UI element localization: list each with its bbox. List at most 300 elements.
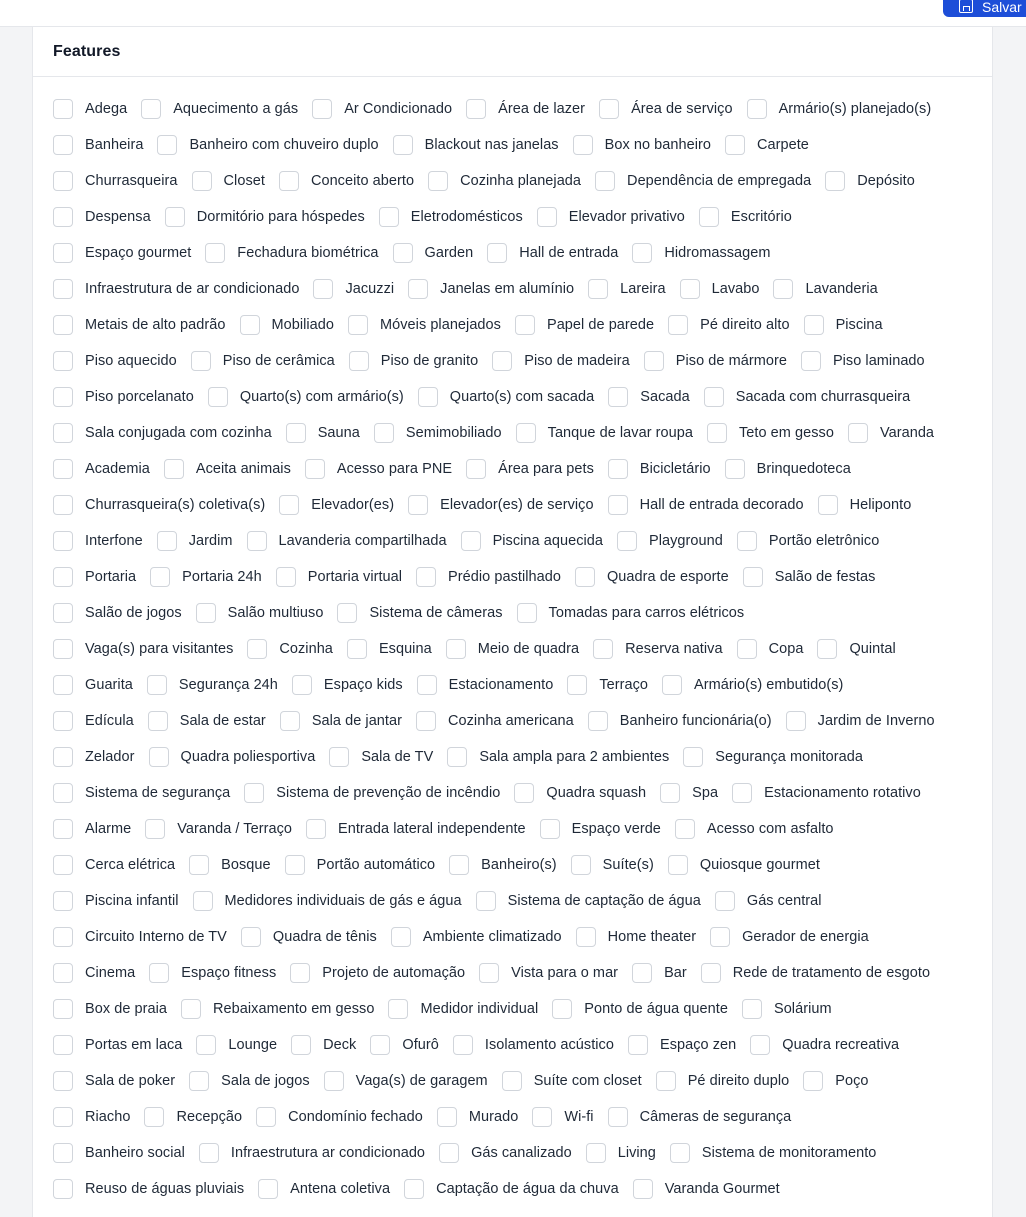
feature-option[interactable]	[408, 279, 574, 299]
feature-option[interactable]	[157, 135, 378, 155]
feature-checkbox[interactable]	[258, 1179, 278, 1199]
feature-option[interactable]	[53, 315, 226, 335]
feature-option[interactable]	[193, 891, 462, 911]
feature-option[interactable]	[337, 603, 502, 623]
feature-option[interactable]	[514, 783, 646, 803]
feature-option[interactable]	[329, 747, 433, 767]
feature-checkbox[interactable]	[632, 963, 652, 983]
feature-option[interactable]	[404, 1179, 619, 1199]
feature-option[interactable]	[280, 711, 402, 731]
feature-option[interactable]	[552, 999, 728, 1019]
feature-option[interactable]	[53, 351, 177, 371]
feature-checkbox[interactable]	[737, 639, 757, 659]
feature-option[interactable]	[632, 243, 770, 263]
feature-option[interactable]	[291, 1035, 356, 1055]
feature-option[interactable]	[148, 711, 266, 731]
feature-option[interactable]	[247, 639, 333, 659]
feature-checkbox[interactable]	[608, 459, 628, 479]
feature-option[interactable]	[416, 711, 574, 731]
feature-checkbox[interactable]	[437, 1107, 457, 1127]
feature-option[interactable]	[286, 423, 360, 443]
feature-option[interactable]	[416, 567, 561, 587]
feature-option[interactable]	[418, 387, 594, 407]
feature-checkbox[interactable]	[804, 315, 824, 335]
feature-option[interactable]	[53, 1143, 185, 1163]
feature-checkbox[interactable]	[53, 639, 73, 659]
feature-checkbox[interactable]	[53, 567, 73, 587]
feature-checkbox[interactable]	[347, 639, 367, 659]
feature-checkbox[interactable]	[416, 567, 436, 587]
feature-checkbox[interactable]	[196, 603, 216, 623]
feature-option[interactable]	[196, 603, 324, 623]
feature-option[interactable]	[147, 675, 278, 695]
feature-option[interactable]	[588, 279, 666, 299]
feature-checkbox[interactable]	[324, 1071, 344, 1091]
feature-checkbox[interactable]	[408, 495, 428, 515]
feature-checkbox[interactable]	[192, 171, 212, 191]
feature-option[interactable]	[285, 855, 436, 875]
feature-option[interactable]	[461, 531, 603, 551]
feature-checkbox[interactable]	[567, 675, 587, 695]
feature-checkbox[interactable]	[53, 423, 73, 443]
feature-checkbox[interactable]	[633, 1179, 653, 1199]
feature-option[interactable]	[801, 351, 925, 371]
feature-option[interactable]	[633, 1179, 780, 1199]
feature-checkbox[interactable]	[515, 315, 535, 335]
feature-checkbox[interactable]	[141, 99, 161, 119]
feature-option[interactable]	[825, 171, 915, 191]
feature-option[interactable]	[279, 495, 394, 515]
feature-checkbox[interactable]	[404, 1179, 424, 1199]
feature-checkbox[interactable]	[573, 135, 593, 155]
feature-checkbox[interactable]	[466, 459, 486, 479]
feature-checkbox[interactable]	[53, 603, 73, 623]
feature-checkbox[interactable]	[241, 927, 261, 947]
feature-checkbox[interactable]	[428, 171, 448, 191]
feature-checkbox[interactable]	[391, 927, 411, 947]
feature-checkbox[interactable]	[656, 1071, 676, 1091]
feature-option[interactable]	[53, 927, 227, 947]
feature-checkbox[interactable]	[817, 639, 837, 659]
feature-option[interactable]	[53, 603, 182, 623]
feature-checkbox[interactable]	[150, 567, 170, 587]
feature-option[interactable]	[617, 531, 723, 551]
feature-checkbox[interactable]	[476, 891, 496, 911]
feature-checkbox[interactable]	[53, 1179, 73, 1199]
feature-checkbox[interactable]	[732, 783, 752, 803]
feature-option[interactable]	[150, 567, 262, 587]
feature-checkbox[interactable]	[312, 99, 332, 119]
feature-checkbox[interactable]	[660, 783, 680, 803]
feature-checkbox[interactable]	[53, 531, 73, 551]
feature-checkbox[interactable]	[149, 963, 169, 983]
feature-option[interactable]	[595, 171, 811, 191]
feature-checkbox[interactable]	[393, 243, 413, 263]
feature-option[interactable]	[349, 351, 478, 371]
feature-option[interactable]	[393, 243, 474, 263]
feature-checkbox[interactable]	[247, 639, 267, 659]
feature-checkbox[interactable]	[388, 999, 408, 1019]
feature-checkbox[interactable]	[53, 1107, 73, 1127]
feature-checkbox[interactable]	[205, 243, 225, 263]
feature-option[interactable]	[374, 423, 502, 443]
feature-checkbox[interactable]	[305, 459, 325, 479]
feature-option[interactable]	[732, 783, 921, 803]
feature-option[interactable]	[447, 747, 669, 767]
feature-checkbox[interactable]	[279, 171, 299, 191]
feature-option[interactable]	[593, 639, 722, 659]
feature-option[interactable]	[576, 927, 696, 947]
feature-option[interactable]	[725, 459, 851, 479]
feature-checkbox[interactable]	[675, 819, 695, 839]
feature-checkbox[interactable]	[725, 135, 745, 155]
feature-checkbox[interactable]	[701, 963, 721, 983]
feature-checkbox[interactable]	[256, 1107, 276, 1127]
feature-option[interactable]	[313, 279, 394, 299]
feature-option[interactable]	[53, 1071, 175, 1091]
feature-option[interactable]	[608, 495, 804, 515]
feature-checkbox[interactable]	[750, 1035, 770, 1055]
feature-option[interactable]	[575, 567, 729, 587]
feature-option[interactable]	[240, 315, 335, 335]
feature-checkbox[interactable]	[803, 1071, 823, 1091]
feature-checkbox[interactable]	[53, 171, 73, 191]
feature-option[interactable]	[391, 927, 562, 947]
feature-checkbox[interactable]	[53, 855, 73, 875]
feature-option[interactable]	[53, 135, 143, 155]
feature-checkbox[interactable]	[517, 603, 537, 623]
feature-option[interactable]	[244, 783, 500, 803]
feature-option[interactable]	[502, 1071, 642, 1091]
feature-checkbox[interactable]	[707, 423, 727, 443]
feature-checkbox[interactable]	[449, 855, 469, 875]
feature-option[interactable]	[803, 1071, 868, 1091]
feature-option[interactable]	[608, 459, 711, 479]
feature-checkbox[interactable]	[662, 675, 682, 695]
feature-option[interactable]	[516, 423, 693, 443]
feature-option[interactable]	[675, 819, 834, 839]
feature-option[interactable]	[599, 99, 733, 119]
feature-checkbox[interactable]	[337, 603, 357, 623]
feature-option[interactable]	[408, 495, 593, 515]
feature-option[interactable]	[145, 819, 292, 839]
feature-option[interactable]	[149, 747, 316, 767]
feature-checkbox[interactable]	[576, 927, 596, 947]
feature-checkbox[interactable]	[628, 1035, 648, 1055]
feature-option[interactable]	[305, 459, 452, 479]
feature-checkbox[interactable]	[588, 279, 608, 299]
feature-option[interactable]	[53, 1179, 244, 1199]
feature-option[interactable]	[628, 1035, 736, 1055]
feature-option[interactable]	[53, 963, 135, 983]
feature-option[interactable]	[428, 171, 581, 191]
feature-option[interactable]	[715, 891, 822, 911]
feature-checkbox[interactable]	[196, 1035, 216, 1055]
feature-checkbox[interactable]	[743, 567, 763, 587]
feature-checkbox[interactable]	[514, 783, 534, 803]
feature-checkbox[interactable]	[680, 279, 700, 299]
feature-option[interactable]	[632, 963, 687, 983]
feature-option[interactable]	[247, 531, 447, 551]
feature-option[interactable]	[439, 1143, 572, 1163]
feature-checkbox[interactable]	[292, 675, 312, 695]
feature-option[interactable]	[290, 963, 465, 983]
feature-checkbox[interactable]	[157, 135, 177, 155]
feature-checkbox[interactable]	[418, 387, 438, 407]
feature-checkbox[interactable]	[165, 207, 185, 227]
feature-option[interactable]	[773, 279, 877, 299]
feature-checkbox[interactable]	[189, 1071, 209, 1091]
feature-checkbox[interactable]	[670, 1143, 690, 1163]
feature-option[interactable]	[747, 99, 932, 119]
feature-option[interactable]	[742, 999, 832, 1019]
feature-checkbox[interactable]	[704, 387, 724, 407]
feature-checkbox[interactable]	[439, 1143, 459, 1163]
feature-checkbox[interactable]	[725, 459, 745, 479]
feature-checkbox[interactable]	[502, 1071, 522, 1091]
feature-checkbox[interactable]	[683, 747, 703, 767]
feature-option[interactable]	[804, 315, 883, 335]
feature-option[interactable]	[515, 315, 654, 335]
feature-option[interactable]	[53, 819, 131, 839]
feature-checkbox[interactable]	[699, 207, 719, 227]
feature-option[interactable]	[466, 99, 585, 119]
feature-option[interactable]	[53, 531, 143, 551]
feature-option[interactable]	[466, 459, 594, 479]
feature-checkbox[interactable]	[348, 315, 368, 335]
feature-option[interactable]	[540, 819, 661, 839]
feature-checkbox[interactable]	[586, 1143, 606, 1163]
feature-option[interactable]	[608, 387, 689, 407]
feature-option[interactable]	[205, 243, 378, 263]
feature-option[interactable]	[348, 315, 501, 335]
feature-checkbox[interactable]	[453, 1035, 473, 1055]
feature-checkbox[interactable]	[416, 711, 436, 731]
feature-option[interactable]	[567, 675, 648, 695]
feature-checkbox[interactable]	[280, 711, 300, 731]
feature-checkbox[interactable]	[244, 783, 264, 803]
feature-option[interactable]	[279, 171, 414, 191]
feature-option[interactable]	[53, 99, 127, 119]
feature-option[interactable]	[258, 1179, 390, 1199]
feature-option[interactable]	[786, 711, 935, 731]
feature-checkbox[interactable]	[53, 891, 73, 911]
feature-option[interactable]	[191, 351, 335, 371]
feature-checkbox[interactable]	[447, 747, 467, 767]
feature-option[interactable]	[517, 603, 745, 623]
feature-checkbox[interactable]	[313, 279, 333, 299]
feature-option[interactable]	[750, 1035, 899, 1055]
feature-checkbox[interactable]	[668, 315, 688, 335]
feature-checkbox[interactable]	[446, 639, 466, 659]
feature-option[interactable]	[453, 1035, 614, 1055]
feature-checkbox[interactable]	[53, 747, 73, 767]
feature-option[interactable]	[699, 207, 792, 227]
feature-option[interactable]	[53, 423, 272, 443]
feature-option[interactable]	[53, 387, 194, 407]
feature-option[interactable]	[149, 963, 276, 983]
feature-checkbox[interactable]	[595, 171, 615, 191]
feature-checkbox[interactable]	[608, 495, 628, 515]
feature-option[interactable]	[53, 1035, 182, 1055]
feature-option[interactable]	[157, 531, 233, 551]
feature-option[interactable]	[588, 711, 772, 731]
feature-checkbox[interactable]	[599, 99, 619, 119]
feature-checkbox[interactable]	[306, 819, 326, 839]
feature-checkbox[interactable]	[461, 531, 481, 551]
feature-option[interactable]	[165, 207, 365, 227]
feature-checkbox[interactable]	[53, 351, 73, 371]
feature-option[interactable]	[53, 171, 178, 191]
feature-option[interactable]	[662, 675, 843, 695]
feature-option[interactable]	[537, 207, 685, 227]
feature-option[interactable]	[388, 999, 538, 1019]
feature-checkbox[interactable]	[608, 1107, 628, 1127]
feature-option[interactable]	[312, 99, 452, 119]
feature-option[interactable]	[370, 1035, 439, 1055]
feature-checkbox[interactable]	[149, 747, 169, 767]
feature-checkbox[interactable]	[393, 135, 413, 155]
feature-checkbox[interactable]	[747, 99, 767, 119]
feature-option[interactable]	[141, 99, 298, 119]
feature-checkbox[interactable]	[825, 171, 845, 191]
feature-checkbox[interactable]	[145, 819, 165, 839]
feature-checkbox[interactable]	[349, 351, 369, 371]
feature-checkbox[interactable]	[181, 999, 201, 1019]
feature-checkbox[interactable]	[710, 927, 730, 947]
feature-option[interactable]	[276, 567, 402, 587]
feature-checkbox[interactable]	[290, 963, 310, 983]
save-button[interactable]	[943, 0, 1026, 17]
feature-option[interactable]	[256, 1107, 423, 1127]
feature-checkbox[interactable]	[53, 1035, 73, 1055]
feature-option[interactable]	[437, 1107, 518, 1127]
feature-option[interactable]	[393, 135, 559, 155]
feature-option[interactable]	[848, 423, 934, 443]
feature-checkbox[interactable]	[632, 243, 652, 263]
feature-checkbox[interactable]	[148, 711, 168, 731]
feature-option[interactable]	[707, 423, 834, 443]
feature-checkbox[interactable]	[144, 1107, 164, 1127]
feature-checkbox[interactable]	[53, 243, 73, 263]
feature-option[interactable]	[571, 855, 654, 875]
feature-option[interactable]	[670, 1143, 876, 1163]
feature-option[interactable]	[683, 747, 863, 767]
feature-checkbox[interactable]	[479, 963, 499, 983]
feature-option[interactable]	[53, 459, 150, 479]
feature-checkbox[interactable]	[291, 1035, 311, 1055]
feature-option[interactable]	[656, 1071, 790, 1091]
feature-option[interactable]	[189, 1071, 310, 1091]
feature-checkbox[interactable]	[53, 1071, 73, 1091]
feature-checkbox[interactable]	[53, 711, 73, 731]
feature-option[interactable]	[701, 963, 930, 983]
feature-option[interactable]	[743, 567, 876, 587]
feature-option[interactable]	[680, 279, 760, 299]
feature-checkbox[interactable]	[189, 855, 209, 875]
feature-option[interactable]	[53, 243, 191, 263]
feature-checkbox[interactable]	[247, 531, 267, 551]
feature-checkbox[interactable]	[276, 567, 296, 587]
feature-checkbox[interactable]	[552, 999, 572, 1019]
feature-option[interactable]	[817, 639, 895, 659]
feature-checkbox[interactable]	[147, 675, 167, 695]
feature-checkbox[interactable]	[516, 423, 536, 443]
feature-checkbox[interactable]	[53, 279, 73, 299]
feature-option[interactable]	[53, 783, 230, 803]
feature-option[interactable]	[586, 1143, 656, 1163]
feature-option[interactable]	[476, 891, 701, 911]
feature-checkbox[interactable]	[157, 531, 177, 551]
feature-option[interactable]	[192, 171, 265, 191]
feature-checkbox[interactable]	[742, 999, 762, 1019]
feature-checkbox[interactable]	[164, 459, 184, 479]
feature-checkbox[interactable]	[53, 819, 73, 839]
feature-checkbox[interactable]	[193, 891, 213, 911]
feature-option[interactable]	[53, 495, 265, 515]
feature-option[interactable]	[710, 927, 869, 947]
feature-checkbox[interactable]	[329, 747, 349, 767]
feature-checkbox[interactable]	[540, 819, 560, 839]
feature-option[interactable]	[306, 819, 526, 839]
feature-checkbox[interactable]	[801, 351, 821, 371]
feature-checkbox[interactable]	[53, 315, 73, 335]
feature-option[interactable]	[189, 855, 270, 875]
feature-checkbox[interactable]	[53, 99, 73, 119]
feature-checkbox[interactable]	[53, 999, 73, 1019]
feature-checkbox[interactable]	[53, 675, 73, 695]
feature-checkbox[interactable]	[191, 351, 211, 371]
feature-option[interactable]	[53, 999, 167, 1019]
feature-option[interactable]	[324, 1071, 488, 1091]
feature-option[interactable]	[53, 855, 175, 875]
feature-option[interactable]	[53, 675, 133, 695]
feature-checkbox[interactable]	[379, 207, 399, 227]
feature-checkbox[interactable]	[370, 1035, 390, 1055]
feature-checkbox[interactable]	[374, 423, 394, 443]
feature-option[interactable]	[446, 639, 579, 659]
feature-checkbox[interactable]	[286, 423, 306, 443]
feature-option[interactable]	[449, 855, 557, 875]
feature-option[interactable]	[737, 639, 804, 659]
feature-option[interactable]	[479, 963, 618, 983]
feature-checkbox[interactable]	[773, 279, 793, 299]
feature-checkbox[interactable]	[199, 1143, 219, 1163]
feature-option[interactable]	[608, 1107, 792, 1127]
feature-checkbox[interactable]	[715, 891, 735, 911]
feature-checkbox[interactable]	[818, 495, 838, 515]
feature-checkbox[interactable]	[53, 135, 73, 155]
feature-option[interactable]	[347, 639, 432, 659]
feature-option[interactable]	[417, 675, 554, 695]
feature-checkbox[interactable]	[53, 963, 73, 983]
feature-option[interactable]	[196, 1035, 277, 1055]
feature-option[interactable]	[532, 1107, 593, 1127]
feature-checkbox[interactable]	[786, 711, 806, 731]
feature-option[interactable]	[53, 1107, 130, 1127]
feature-checkbox[interactable]	[537, 207, 557, 227]
feature-checkbox[interactable]	[608, 387, 628, 407]
feature-option[interactable]	[181, 999, 374, 1019]
feature-checkbox[interactable]	[593, 639, 613, 659]
feature-checkbox[interactable]	[644, 351, 664, 371]
feature-option[interactable]	[53, 207, 151, 227]
feature-option[interactable]	[737, 531, 879, 551]
feature-checkbox[interactable]	[848, 423, 868, 443]
feature-option[interactable]	[660, 783, 718, 803]
feature-option[interactable]	[164, 459, 291, 479]
feature-checkbox[interactable]	[279, 495, 299, 515]
